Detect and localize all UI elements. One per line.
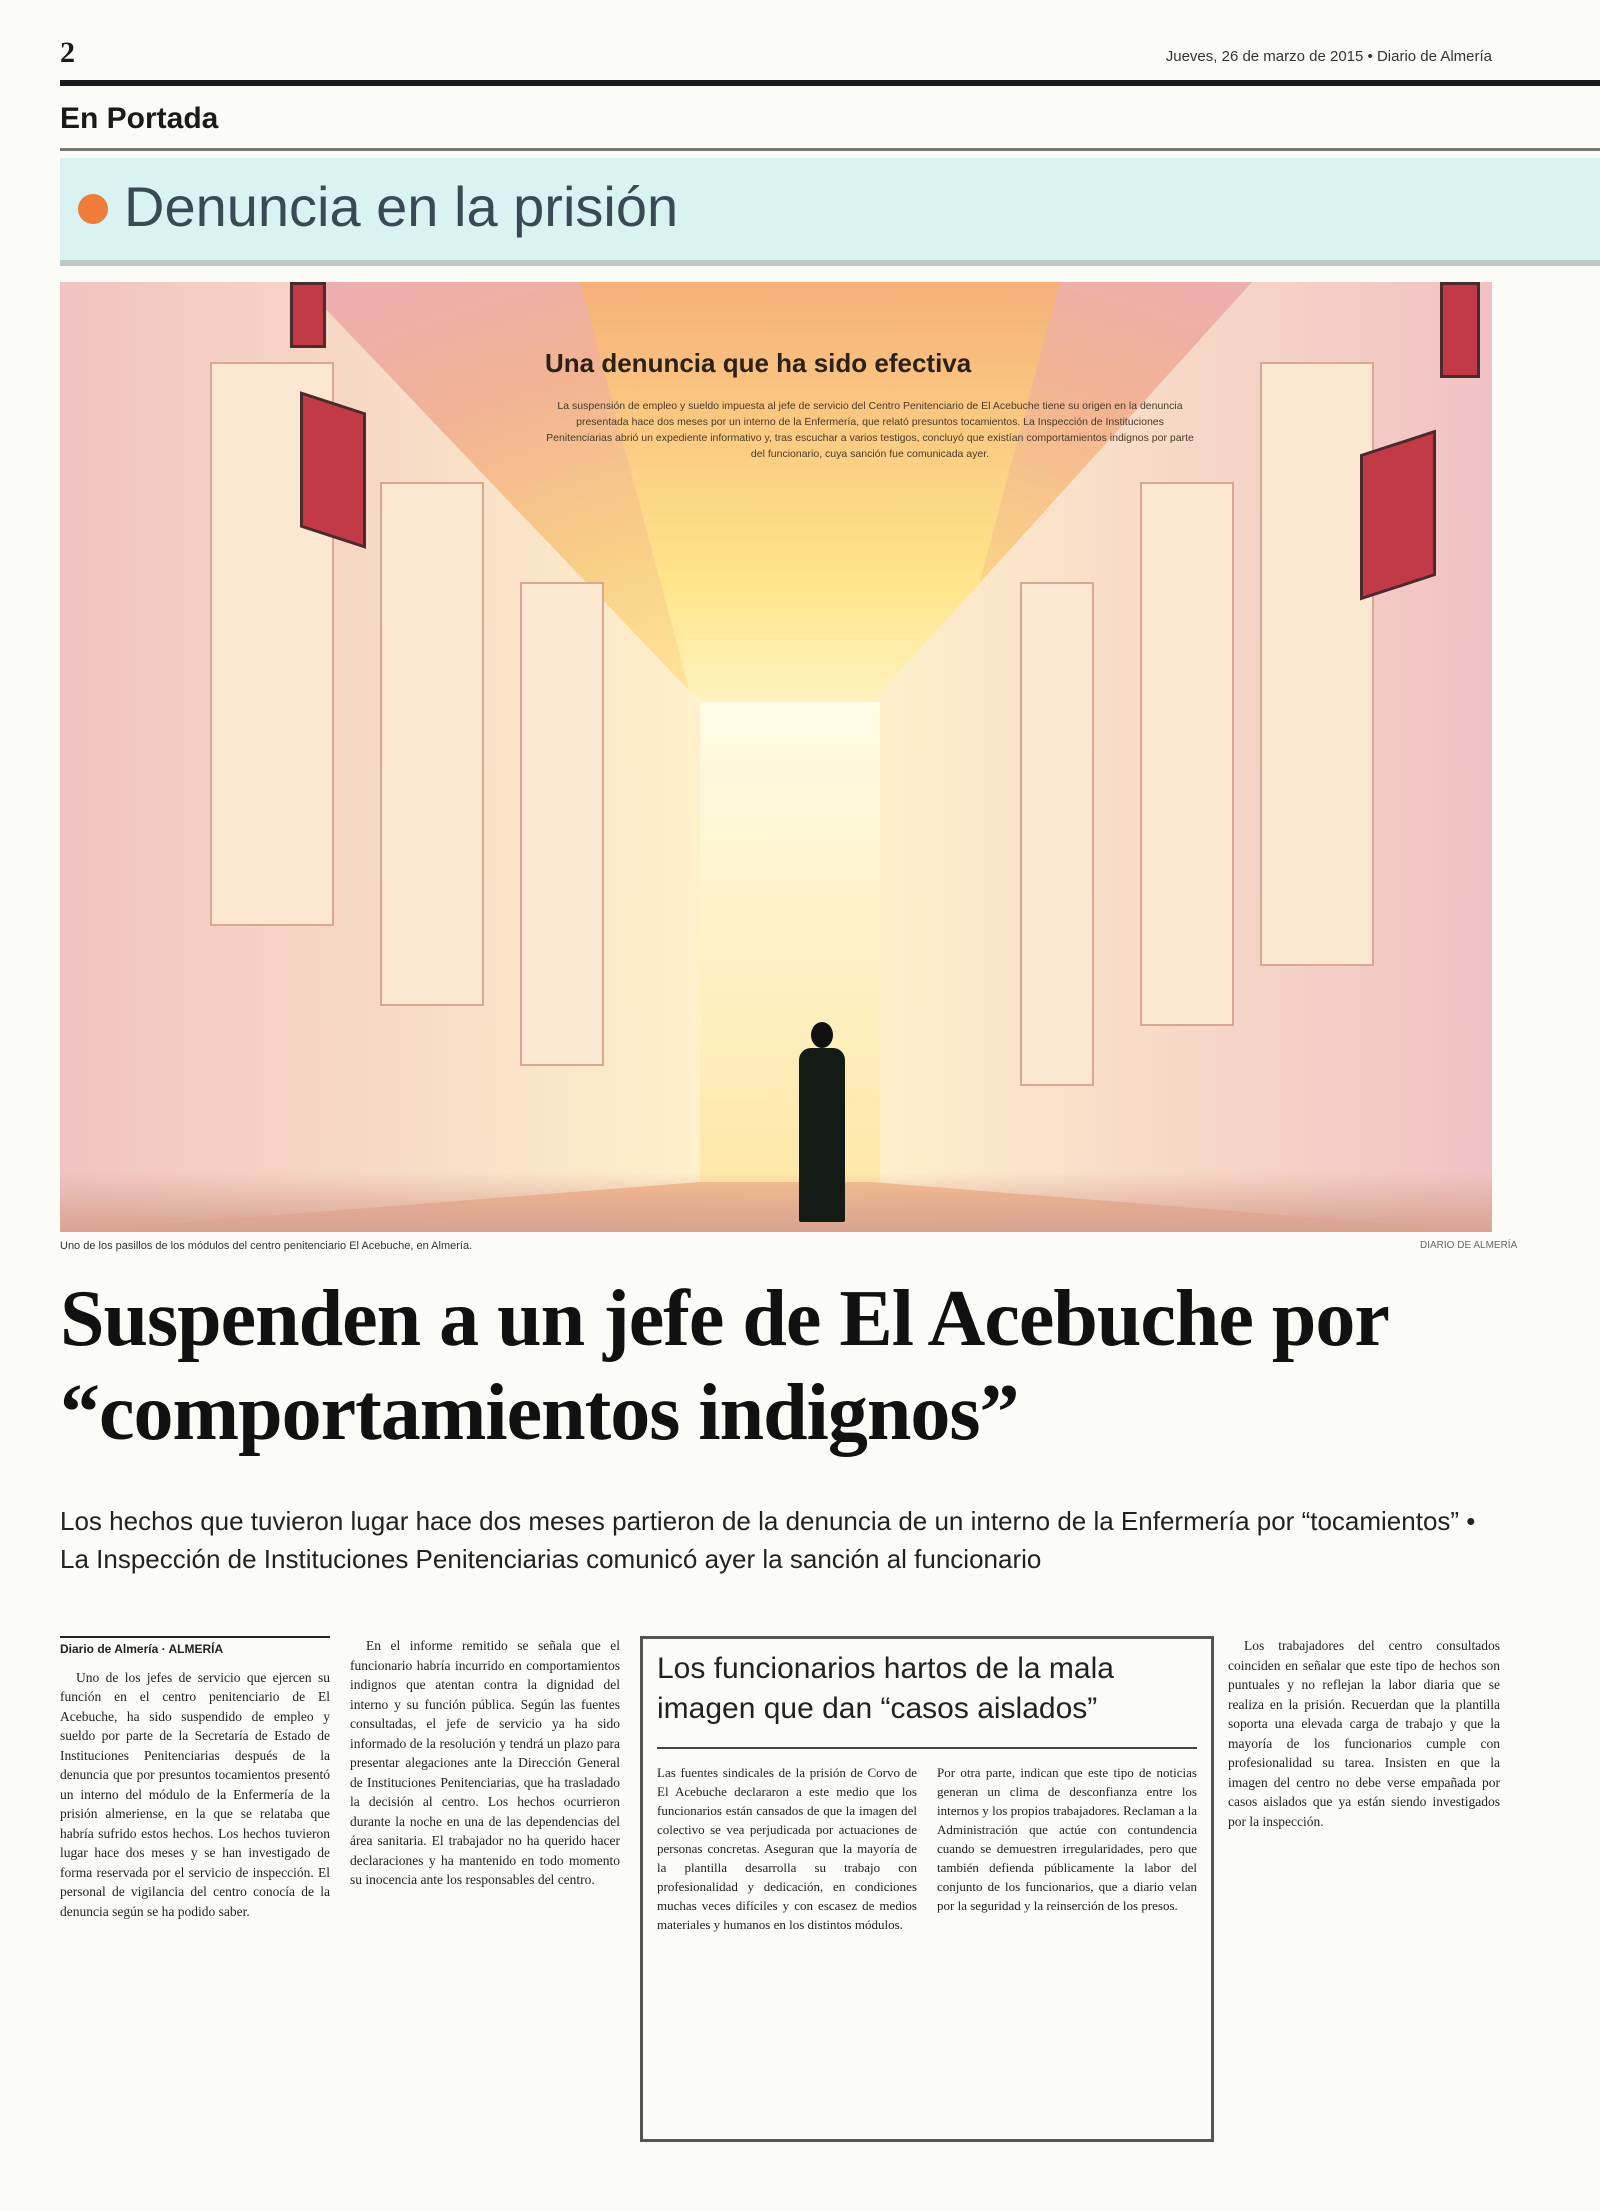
article-column-2 <box>350 1636 620 1890</box>
sidebar-column-1: Las fuentes sindicales de la prisión de Corvo de El Acebuche declararon a este medio que los funcionarios están cansados de que la imagen del colectivo se vea perjudicada por actuaciones de personas concretas. Aseguran que la mayoría de la plantilla desarrolla su trabajo con profesionalidad y dedicación, en condiciones muchas veces difíciles y con escasez de medios materiales y humanos en los distintos módulos. <box>657 1765 917 1932</box>
dateline: Jueves, 26 de marzo de 2015 • Diario de Almería <box>1165 48 1492 65</box>
article-column-4 <box>1228 1636 1500 1831</box>
photo-inset-text: La suspensión de empleo y sueldo impuesta al jefe de servicio del Centro Penitenciario de El Acebuche tiene su origen en la denuncia presentada hace dos meses por un interno de la Enfermería, que relató presuntos tocamientos. La Inspección de Instituciones Penitenciarias abrió un expediente informativo y, tras escuchar a varios testigos, concluyó que existían comportamientos indignos por parte del funcionario, cuya sanción fue comunicada ayer. <box>546 400 1194 460</box>
sidebar-title: Los funcionarios hartos de la mala imagen que dan “casos aislados” <box>657 1652 1114 1725</box>
sidebar-rule <box>657 1747 1197 1749</box>
photo-door <box>520 582 604 1066</box>
photo-floor <box>60 1172 1492 1232</box>
article-body-paragraph: Uno de los jefes de servicio que ejercen su función en el centro penitenciario de El Acebuche, ha sido suspendido de empleo y sueldo por parte de la Secretaría de Estado de Instituciones Penitenciarias después de la denuncia que por presuntos tocamientos presentó un interno del módulo de la Enfermería de la prisión almeriense, en la que se relataba que habría sufrido estos hechos. Los hechos tuvieron lugar hace dos meses y se han investigado de forma reservada por el servicio de inspección. El personal de vigilancia del centro conocía de la denuncia según se ha podido saber. <box>60 1669 330 1919</box>
byline: Diario de Almería · ALMERÍA <box>60 1636 330 1660</box>
subhead: Los hechos que tuvieron lugar hace dos meses partieron de la denuncia de un interno de la Enfermería por “tocamientos” • La Inspección de Instituciones Penitenciarias comunicó ayer la sanción al funcionario <box>60 1506 1476 1574</box>
photo-person <box>797 1022 847 1222</box>
photo-door <box>1260 362 1374 966</box>
article-column-1 <box>60 1636 330 1921</box>
photo-sign <box>290 282 326 348</box>
photo-credit: DIARIO DE ALMERÍA <box>1420 1240 1518 1251</box>
headline: Suspenden a un jefe de El Acebuche por “comportamientos indignos” <box>60 1275 1388 1457</box>
photo-door <box>1140 482 1234 1026</box>
topic-bullet-icon <box>78 194 108 224</box>
top-rule <box>60 80 1600 86</box>
article-body-paragraph: En el informe remitido se señala que el funcionario habría incurrido en comportamientos indignos que atentan contra la dignidad del interno y su función pública. Según las fuentes consultadas, el jefe de servicio ya ha sido informado de la resolución y tendrá un plazo para presentar alegaciones ante la Dirección General de Instituciones Penitenciarias, que ha trasladado la decisión al centro. Los hechos ocurrieron durante la noche en una de las dependencias del área sanitaria. El trabajador no ha querido hacer declaraciones y ha mantenido en todo momento su inocencia ante los responsables del centro. <box>350 1638 620 1887</box>
photo-sign <box>1360 430 1436 601</box>
section-label: En Portada <box>60 102 219 135</box>
page-number: 2 <box>60 36 75 69</box>
topic-title: Denuncia en la prisión <box>124 175 679 238</box>
photo-door <box>380 482 484 1006</box>
section-rule <box>60 148 1600 151</box>
article-body-paragraph: Los trabajadores del centro consultados coinciden en señalar que este tipo de hechos son puntuales y no reflejan la labor diaria que se realiza en la prisión. Recuerdan que la plantilla soporta una elevada carga de trabajo y que la mayoría de los funcionarios cumple con profesionalidad su tarea. Insisten en que la imagen del centro no debe verse empañada por casos aislados que ya están siendo investigados por la inspección. <box>1228 1638 1500 1829</box>
photo-caption: Uno de los pasillos de los módulos del centro penitenciario El Acebuche, en Almería. <box>60 1240 473 1252</box>
photo-corridor-end <box>700 702 880 1182</box>
photo-sign <box>300 391 366 548</box>
photo-door <box>1020 582 1094 1086</box>
topic-bar <box>60 158 1600 266</box>
photo-inset-title: Una denuncia que ha sido efectiva <box>545 348 972 378</box>
photo-sign <box>1440 282 1480 378</box>
sidebar-column-2: Por otra parte, indican que este tipo de noticias generan un clima de desconfianza entre los internos y los propios trabajadores. Reclaman a la Administración que actúe con contundencia cuando se demuestren irregularidades, pero que también defienda públicamente la labor del conjunto de los funcionarios, que a diario velan por la seguridad y la reinserción de los presos. <box>937 1765 1197 1913</box>
sidebar-box <box>640 1636 1214 2142</box>
